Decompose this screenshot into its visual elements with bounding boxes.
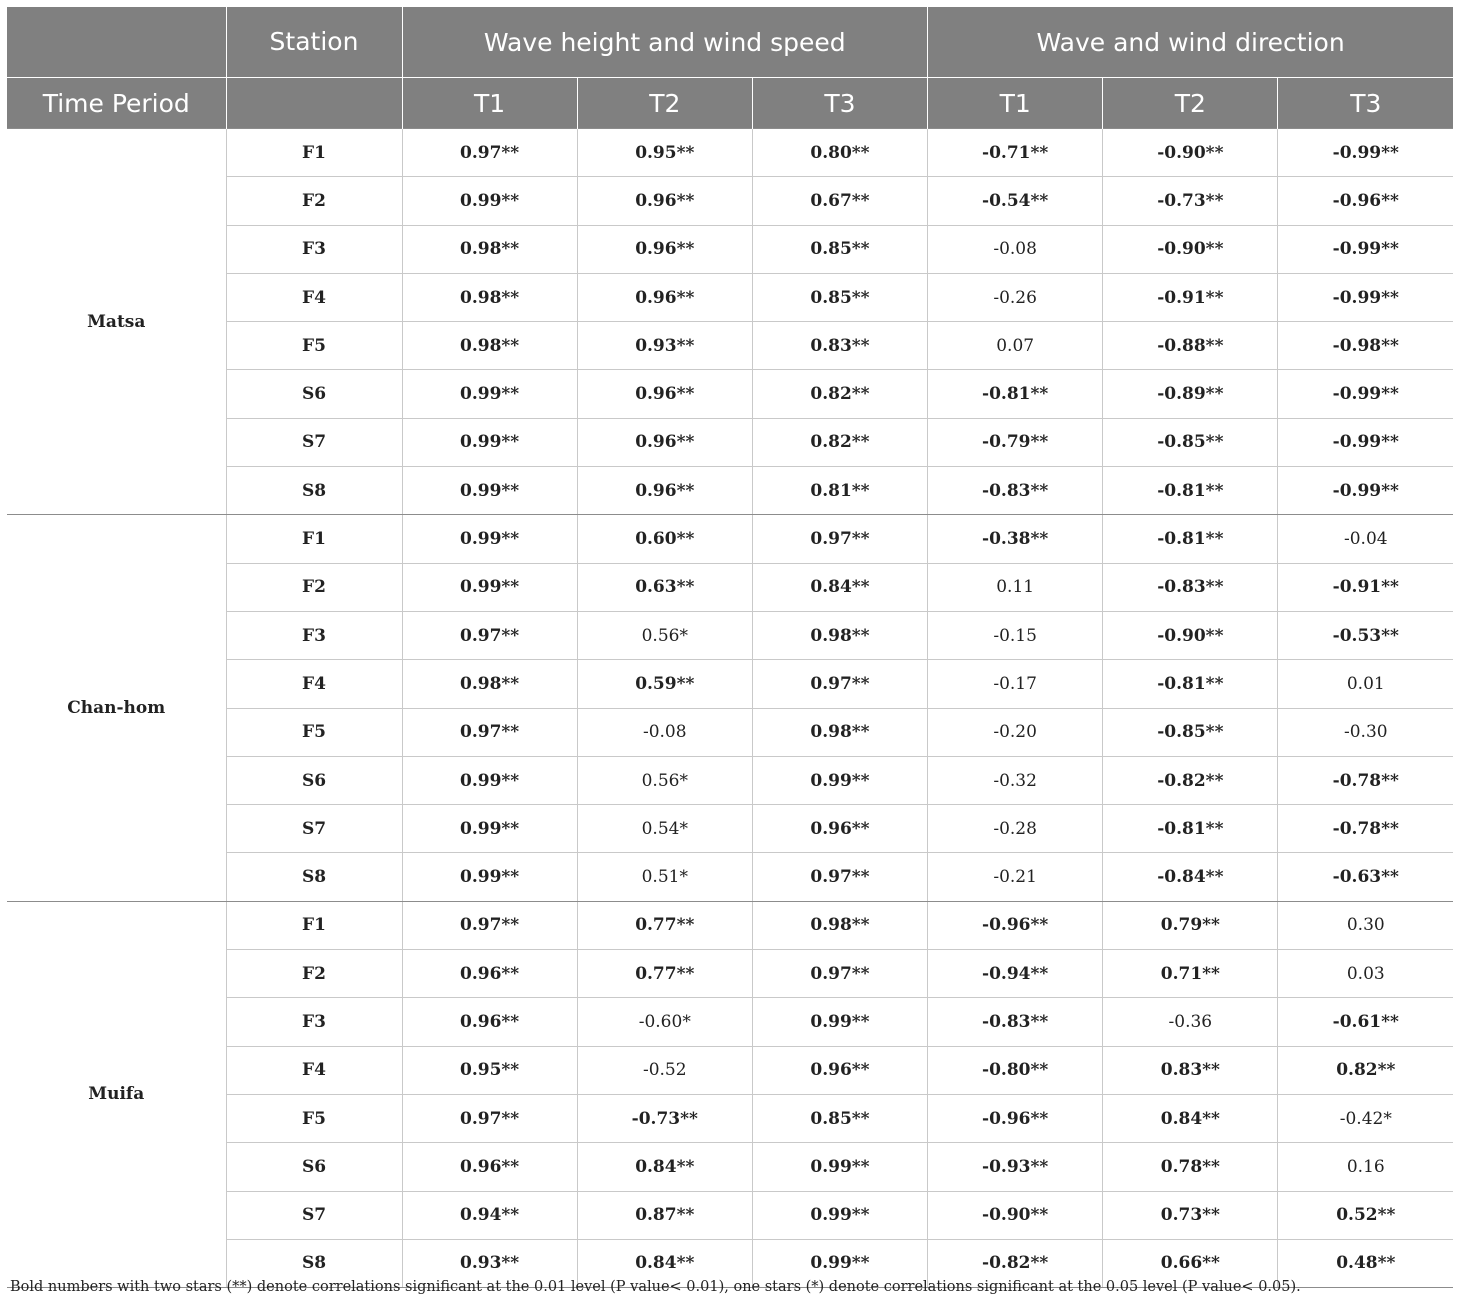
value-cell: 0.99**	[402, 805, 577, 853]
time-period-cell: Matsa	[7, 129, 226, 515]
value-cell: -0.90**	[1103, 225, 1278, 273]
header-group-wave-wind-speed: Wave height and wind speed	[402, 7, 928, 78]
station-cell: F1	[226, 901, 402, 949]
station-cell: S6	[226, 370, 402, 418]
value-cell: 0.93**	[577, 322, 752, 370]
value-cell: -0.91**	[1103, 273, 1278, 321]
value-cell: 0.99**	[402, 756, 577, 804]
value-cell: 0.84**	[577, 1239, 752, 1287]
value-cell: -0.28	[928, 805, 1103, 853]
value-cell: -0.99**	[1278, 129, 1453, 177]
value-cell: 0.11	[928, 563, 1103, 611]
value-cell: -0.73**	[1103, 177, 1278, 225]
value-cell: 0.85**	[752, 1094, 927, 1142]
value-cell: 0.99**	[402, 467, 577, 515]
value-cell: -0.81**	[1103, 515, 1278, 563]
value-cell: -0.36	[1103, 998, 1278, 1046]
station-cell: F3	[226, 611, 402, 659]
value-cell: -0.79**	[928, 418, 1103, 466]
station-cell: F5	[226, 708, 402, 756]
value-cell: 0.60**	[577, 515, 752, 563]
value-cell: -0.21	[928, 853, 1103, 901]
header-group-wave-wind-direction: Wave and wind direction	[928, 7, 1454, 78]
value-cell: 0.84**	[1103, 1094, 1278, 1142]
value-cell: -0.53**	[1278, 611, 1453, 659]
value-cell: -0.04	[1278, 515, 1453, 563]
station-cell: S8	[226, 467, 402, 515]
header-period: T1	[402, 78, 577, 129]
value-cell: -0.90**	[1103, 129, 1278, 177]
station-cell: F3	[226, 225, 402, 273]
value-cell: -0.80**	[928, 1046, 1103, 1094]
value-cell: 0.98**	[752, 901, 927, 949]
value-cell: -0.84**	[1103, 853, 1278, 901]
station-cell: F2	[226, 177, 402, 225]
table-row	[7, 901, 1453, 949]
value-cell: -0.63**	[1278, 853, 1453, 901]
time-period-cell: Muifa	[7, 901, 226, 1287]
header-station: Station	[226, 7, 402, 78]
value-cell: 0.79**	[1103, 901, 1278, 949]
station-cell: S8	[226, 853, 402, 901]
value-cell: 0.82**	[752, 370, 927, 418]
value-cell: -0.73**	[577, 1094, 752, 1142]
value-cell: 0.99**	[402, 177, 577, 225]
value-cell: 0.63**	[577, 563, 752, 611]
value-cell: 0.99**	[752, 998, 927, 1046]
value-cell: -0.85**	[1103, 418, 1278, 466]
value-cell: 0.54*	[577, 805, 752, 853]
value-cell: 0.07	[928, 322, 1103, 370]
value-cell: -0.99**	[1278, 467, 1453, 515]
value-cell: 0.99**	[752, 756, 927, 804]
value-cell: -0.26	[928, 273, 1103, 321]
value-cell: 0.98**	[402, 225, 577, 273]
value-cell: 0.51*	[577, 853, 752, 901]
header-time-period: Time Period	[7, 78, 226, 129]
value-cell: -0.88**	[1103, 322, 1278, 370]
value-cell: -0.81**	[1103, 805, 1278, 853]
table-footnote: Bold numbers with two stars (**) denote correlations significant at the 0.01 level (P value< 0.01), one stars (*) denote correlations significant at the 0.05 level (P value< 0.05).	[10, 1279, 1301, 1295]
value-cell: -0.08	[928, 225, 1103, 273]
station-cell: S6	[226, 756, 402, 804]
value-cell: -0.30	[1278, 708, 1453, 756]
value-cell: 0.30	[1278, 901, 1453, 949]
value-cell: 0.66**	[1103, 1239, 1278, 1287]
station-cell: F4	[226, 1046, 402, 1094]
value-cell: -0.85**	[1103, 708, 1278, 756]
station-cell: F3	[226, 998, 402, 1046]
value-cell: 0.85**	[752, 225, 927, 273]
value-cell: 0.99**	[402, 515, 577, 563]
time-period-cell: Chan-hom	[7, 515, 226, 901]
value-cell: 0.94**	[402, 1191, 577, 1239]
value-cell: -0.99**	[1278, 273, 1453, 321]
value-cell: 0.96**	[577, 225, 752, 273]
station-cell: F4	[226, 660, 402, 708]
station-cell: F1	[226, 129, 402, 177]
table-body	[7, 129, 1453, 1288]
value-cell: -0.61**	[1278, 998, 1453, 1046]
value-cell: 0.87**	[577, 1191, 752, 1239]
value-cell: 0.78**	[1103, 1143, 1278, 1191]
value-cell: 0.98**	[752, 611, 927, 659]
value-cell: -0.82**	[1103, 756, 1278, 804]
value-cell: 0.96**	[577, 177, 752, 225]
value-cell: -0.20	[928, 708, 1103, 756]
correlation-table	[7, 7, 1453, 1288]
table-header	[7, 7, 1453, 129]
value-cell: 0.96**	[752, 805, 927, 853]
value-cell: -0.98**	[1278, 322, 1453, 370]
value-cell: 0.98**	[402, 660, 577, 708]
value-cell: 0.77**	[577, 901, 752, 949]
value-cell: -0.17	[928, 660, 1103, 708]
value-cell: -0.93**	[928, 1143, 1103, 1191]
value-cell: 0.84**	[577, 1143, 752, 1191]
value-cell: -0.96**	[928, 1094, 1103, 1142]
value-cell: 0.96**	[577, 370, 752, 418]
value-cell: -0.96**	[928, 901, 1103, 949]
value-cell: 0.52**	[1278, 1191, 1453, 1239]
value-cell: 0.97**	[402, 1094, 577, 1142]
value-cell: 0.98**	[752, 708, 927, 756]
header-period: T3	[1278, 78, 1453, 129]
value-cell: -0.78**	[1278, 805, 1453, 853]
value-cell: 0.83**	[1103, 1046, 1278, 1094]
table-row	[7, 515, 1453, 563]
value-cell: 0.77**	[577, 950, 752, 998]
value-cell: -0.82**	[928, 1239, 1103, 1287]
value-cell: 0.96**	[752, 1046, 927, 1094]
value-cell: 0.85**	[752, 273, 927, 321]
station-cell: S7	[226, 418, 402, 466]
value-cell: -0.71**	[928, 129, 1103, 177]
station-cell: F5	[226, 1094, 402, 1142]
station-cell: S7	[226, 1191, 402, 1239]
value-cell: -0.83**	[1103, 563, 1278, 611]
value-cell: -0.90**	[928, 1191, 1103, 1239]
value-cell: 0.96**	[402, 950, 577, 998]
value-cell: 0.56*	[577, 756, 752, 804]
value-cell: 0.93**	[402, 1239, 577, 1287]
value-cell: 0.16	[1278, 1143, 1453, 1191]
value-cell: 0.84**	[752, 563, 927, 611]
value-cell: 0.96**	[577, 273, 752, 321]
value-cell: -0.32	[928, 756, 1103, 804]
table-row	[7, 129, 1453, 177]
station-cell: S8	[226, 1239, 402, 1287]
value-cell: 0.96**	[402, 1143, 577, 1191]
value-cell: 0.97**	[402, 129, 577, 177]
station-cell: S7	[226, 805, 402, 853]
value-cell: 0.71**	[1103, 950, 1278, 998]
value-cell: 0.99**	[752, 1239, 927, 1287]
value-cell: -0.78**	[1278, 756, 1453, 804]
value-cell: 0.98**	[402, 273, 577, 321]
value-cell: 0.56*	[577, 611, 752, 659]
value-cell: 0.99**	[402, 418, 577, 466]
value-cell: -0.42*	[1278, 1094, 1453, 1142]
value-cell: -0.81**	[928, 370, 1103, 418]
value-cell: 0.97**	[752, 853, 927, 901]
value-cell: 0.99**	[752, 1143, 927, 1191]
value-cell: 0.97**	[402, 611, 577, 659]
value-cell: -0.89**	[1103, 370, 1278, 418]
value-cell: 0.96**	[402, 998, 577, 1046]
value-cell: -0.38**	[928, 515, 1103, 563]
value-cell: -0.81**	[1103, 467, 1278, 515]
value-cell: -0.60*	[577, 998, 752, 1046]
value-cell: -0.52	[577, 1046, 752, 1094]
value-cell: 0.59**	[577, 660, 752, 708]
value-cell: 0.67**	[752, 177, 927, 225]
station-cell: F2	[226, 950, 402, 998]
value-cell: 0.81**	[752, 467, 927, 515]
value-cell: 0.82**	[1278, 1046, 1453, 1094]
value-cell: -0.81**	[1103, 660, 1278, 708]
value-cell: 0.99**	[402, 853, 577, 901]
station-cell: S6	[226, 1143, 402, 1191]
value-cell: 0.80**	[752, 129, 927, 177]
value-cell: 0.97**	[752, 515, 927, 563]
station-cell: F5	[226, 322, 402, 370]
value-cell: 0.83**	[752, 322, 927, 370]
value-cell: -0.91**	[1278, 563, 1453, 611]
header-station-continued	[226, 78, 402, 129]
value-cell: 0.99**	[402, 563, 577, 611]
value-cell: 0.99**	[402, 370, 577, 418]
value-cell: -0.15	[928, 611, 1103, 659]
value-cell: -0.94**	[928, 950, 1103, 998]
value-cell: 0.73**	[1103, 1191, 1278, 1239]
value-cell: 0.99**	[752, 1191, 927, 1239]
station-cell: F4	[226, 273, 402, 321]
station-cell: F2	[226, 563, 402, 611]
value-cell: 0.82**	[752, 418, 927, 466]
value-cell: 0.95**	[402, 1046, 577, 1094]
value-cell: 0.03	[1278, 950, 1453, 998]
value-cell: -0.99**	[1278, 418, 1453, 466]
value-cell: -0.83**	[928, 467, 1103, 515]
header-period: T1	[928, 78, 1103, 129]
value-cell: 0.97**	[752, 950, 927, 998]
header-period: T2	[1103, 78, 1278, 129]
header-period: T3	[752, 78, 927, 129]
header-period: T2	[577, 78, 752, 129]
value-cell: -0.96**	[1278, 177, 1453, 225]
station-cell: F1	[226, 515, 402, 563]
value-cell: -0.54**	[928, 177, 1103, 225]
value-cell: 0.96**	[577, 418, 752, 466]
value-cell: 0.96**	[577, 467, 752, 515]
value-cell: 0.01	[1278, 660, 1453, 708]
value-cell: 0.98**	[402, 322, 577, 370]
value-cell: -0.99**	[1278, 225, 1453, 273]
value-cell: -0.99**	[1278, 370, 1453, 418]
value-cell: 0.97**	[402, 901, 577, 949]
value-cell: -0.08	[577, 708, 752, 756]
value-cell: 0.97**	[402, 708, 577, 756]
value-cell: -0.83**	[928, 998, 1103, 1046]
header-blank-cell	[7, 7, 226, 78]
value-cell: 0.97**	[752, 660, 927, 708]
value-cell: 0.48**	[1278, 1239, 1453, 1287]
value-cell: -0.90**	[1103, 611, 1278, 659]
value-cell: 0.95**	[577, 129, 752, 177]
